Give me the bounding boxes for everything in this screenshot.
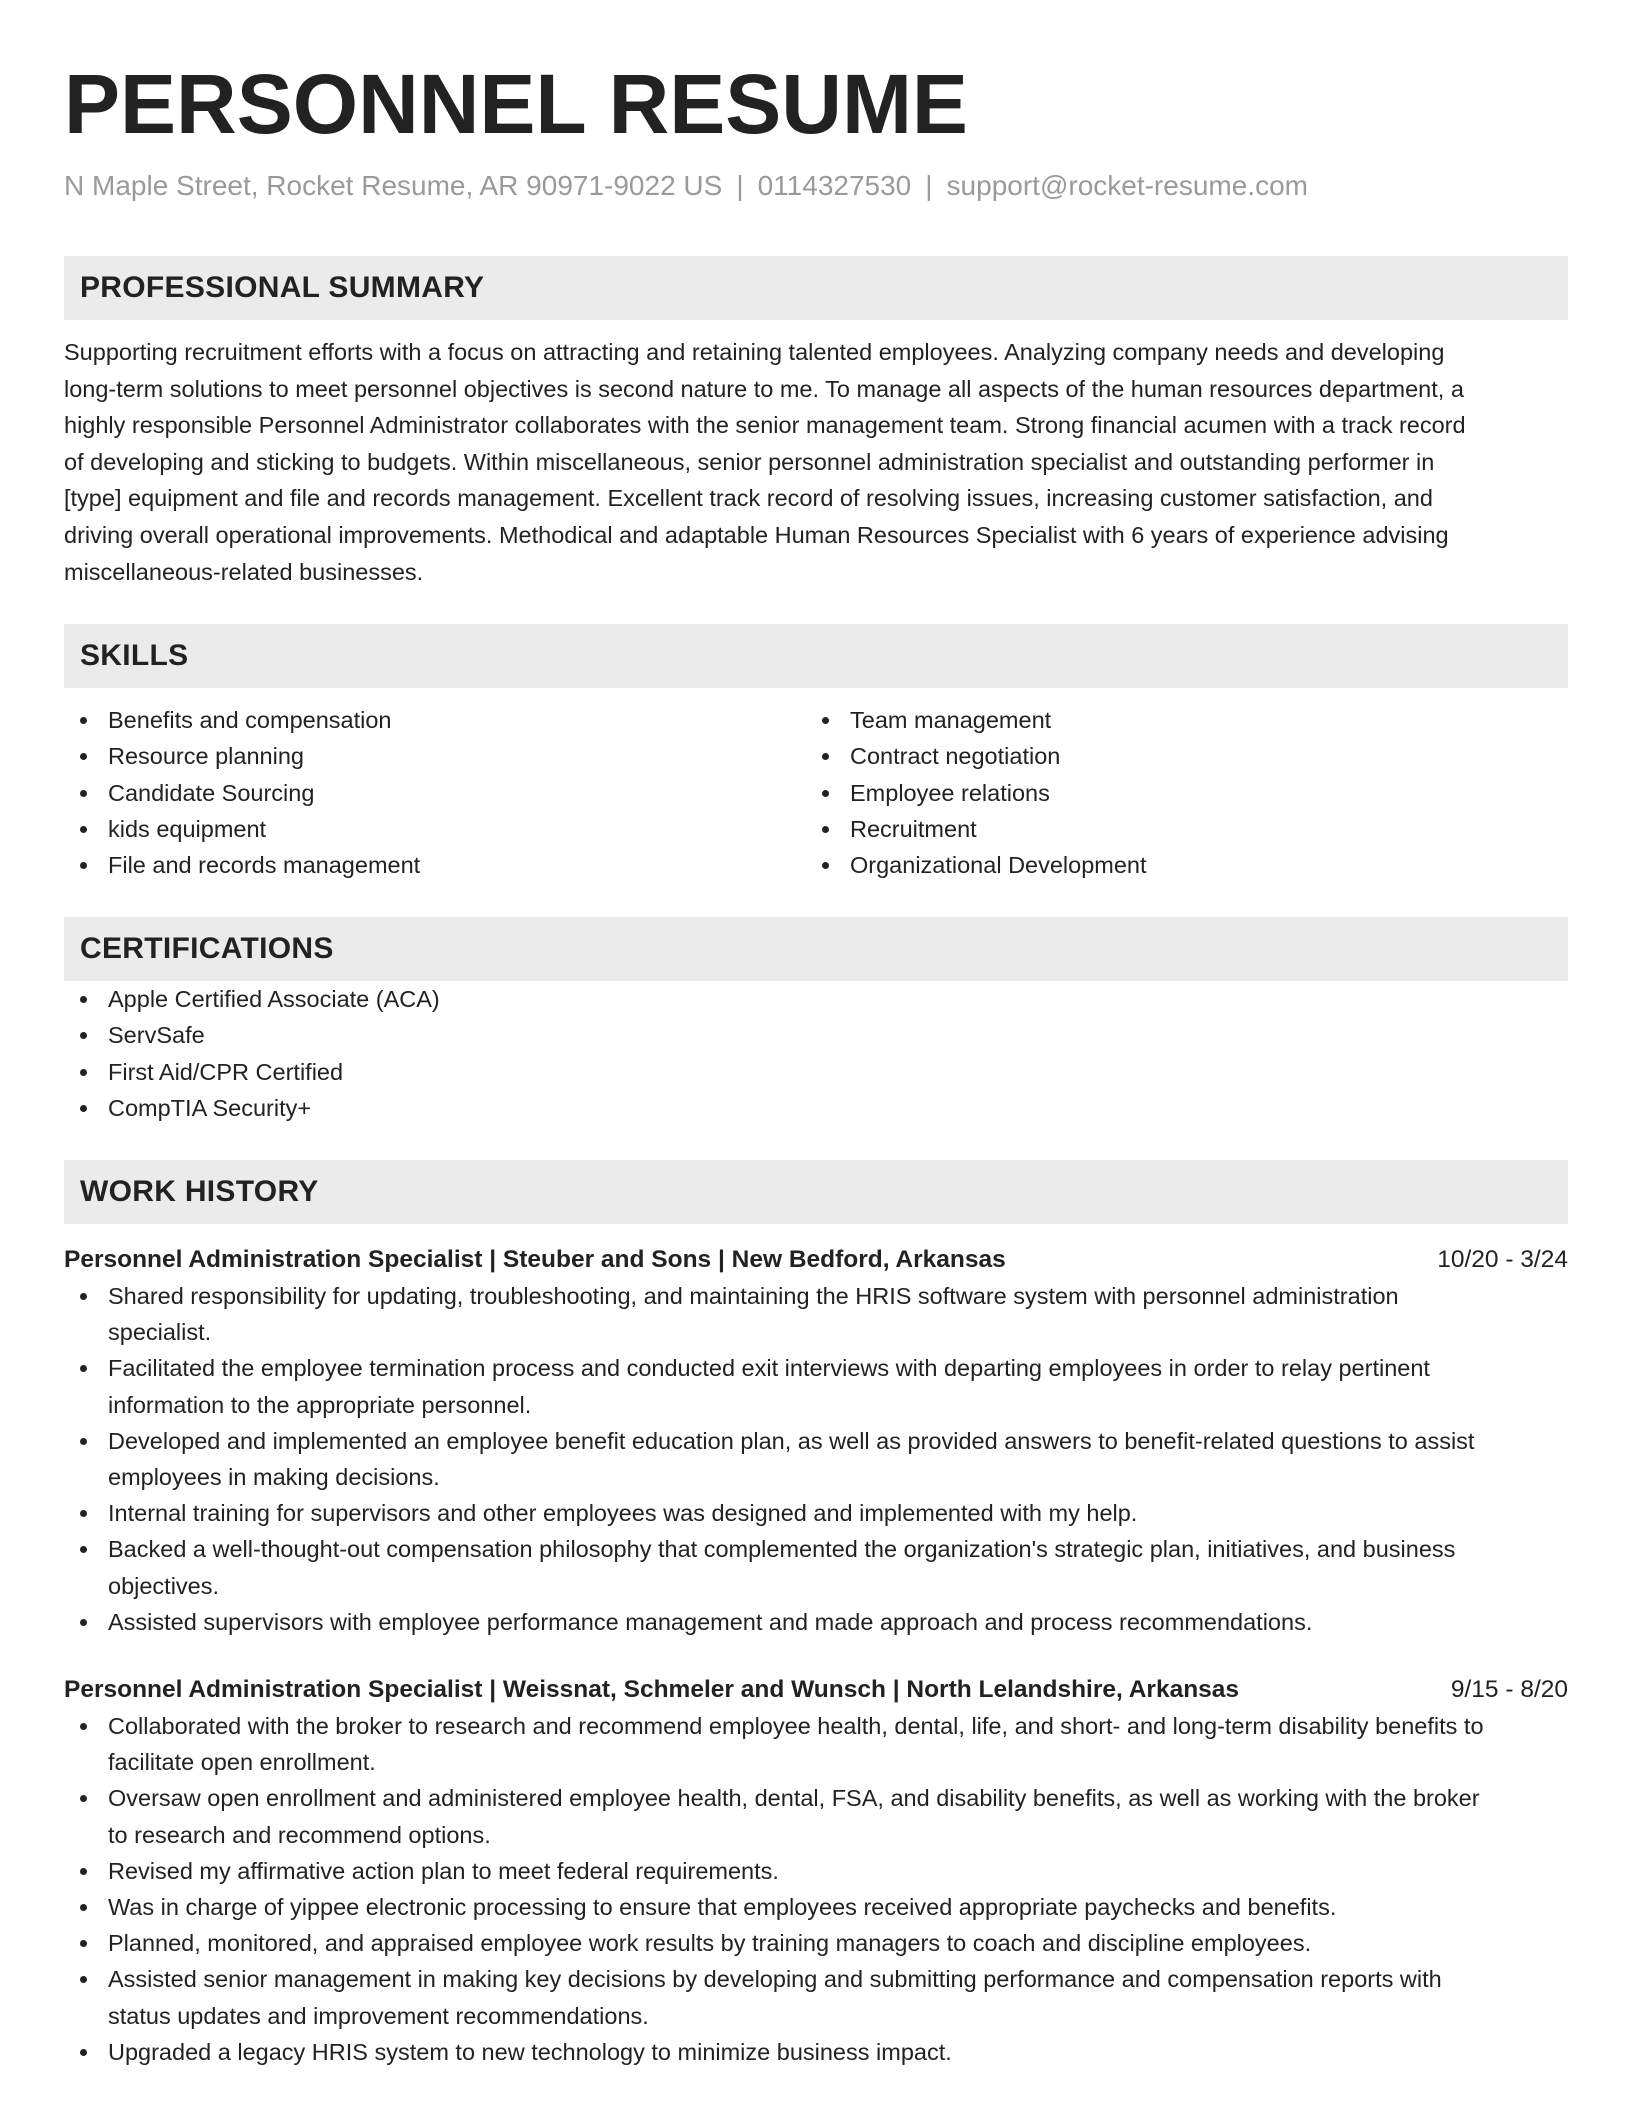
- job-entry: [64, 1242, 1568, 1640]
- job-bullet: [64, 1961, 1568, 2033]
- summary-line: of developing and sticking to budgets. Within miscellaneous, senior personnel administration specialist and outstanding performer in: [64, 448, 1435, 475]
- job-bullet: [64, 1780, 1568, 1852]
- contact-separator: |: [736, 170, 744, 201]
- summary-line: Supporting recruitment efforts with a focus on attracting and retaining talented employees. Analyzing company needs and developing: [64, 339, 1445, 365]
- job-bullet: [64, 1423, 1568, 1495]
- job-bullet-line: employees in making decisions.: [108, 1464, 440, 1490]
- job-bullet: [64, 1708, 1568, 1780]
- contact-line: [64, 168, 1568, 204]
- job-title: Personnel Administration Specialist | Weissnat, Schmeler and Wunsch | North Lelandshire, Arkansas: [64, 1676, 1240, 1704]
- job-bullet: [64, 1853, 1568, 1889]
- job-header: [64, 1672, 1568, 1708]
- job-bullet-line: to research and recommend options.: [108, 1821, 491, 1848]
- skills-column-left: [64, 702, 806, 883]
- job-bullet: [64, 1925, 1568, 1961]
- skill-item: Benefits and compensation: [64, 702, 806, 738]
- certifications-list: [64, 981, 1568, 1126]
- job-bullet: [64, 1495, 1568, 1531]
- contact-address: N Maple Street, Rocket Resume, AR 90971-9022 US: [64, 170, 723, 201]
- job-bullet-line: objectives.: [108, 1572, 220, 1599]
- job-header: [64, 1242, 1568, 1278]
- job-bullet-line: Planned, monitored, and appraised employee work results by training managers to coach and discipline employees.: [108, 1930, 1312, 1957]
- job-bullet-line: Facilitated the employee termination process and conducted exit interviews with departing employees in order to relay pertinent: [108, 1355, 1430, 1382]
- skills-grid: [64, 702, 1568, 883]
- skill-item: File and records management: [64, 847, 806, 883]
- skill-item: Team management: [806, 702, 1548, 738]
- resume-title: PERSONNEL RESUME: [64, 57, 968, 151]
- job-entry: [64, 1672, 1568, 2070]
- summary-line: [type] equipment and file and records management. Excellent track record of resolving issues, increasing customer satisfaction, and: [64, 485, 1433, 512]
- contact-email: support@rocket-resume.com: [946, 170, 1308, 201]
- certification-item: ServSafe: [64, 1017, 1568, 1053]
- job-bullets: [64, 1708, 1568, 2070]
- job-bullet: [64, 1604, 1568, 1640]
- job-bullet-line: Collaborated with the broker to research and recommend employee health, dental, life, and short- and long-term disability benefits to: [108, 1713, 1484, 1740]
- summary-line: driving overall operational improvements. Methodical and adaptable Human Resources Specialist with 6 years of experience advising: [64, 521, 1449, 548]
- summary-line: highly responsible Personnel Administrator collaborates with the senior management team. Strong financial acumen with a track record: [64, 412, 1466, 439]
- job-bullet-line: Shared responsibility for updating, troubleshooting, and maintaining the HRIS software system with personnel administration: [108, 1282, 1399, 1309]
- skills-column-right: [806, 702, 1548, 883]
- job-dates: 9/15 - 8/20: [1450, 1676, 1568, 1704]
- job-bullet-line: information to the appropriate personnel.: [108, 1391, 532, 1418]
- summary-line: long-term solutions to meet personnel objectives is second nature to me. To manage all aspects of the human resources department, a: [64, 375, 1464, 402]
- skill-item: Resource planning: [64, 738, 806, 774]
- job-bullet: [64, 1278, 1568, 1350]
- skill-item: Contract negotiation: [806, 738, 1548, 774]
- job-bullet: [64, 1350, 1568, 1422]
- summary-text: [64, 334, 1568, 590]
- job-dates: 10/20 - 3/24: [1437, 1245, 1568, 1273]
- job-bullet-line: Developed and implemented an employee benefit education plan, as well as provided answers to benefit-related questions to assist: [108, 1427, 1475, 1454]
- job-bullet: [64, 2034, 1568, 2070]
- summary-heading: PROFESSIONAL SUMMARY: [64, 256, 1568, 320]
- job-bullet-line: status updates and improvement recommendations.: [108, 2002, 649, 2029]
- job-bullet-line: Assisted senior management in making key decisions by developing and submitting performance and compensation reports with: [108, 1966, 1442, 1993]
- skill-item: Organizational Development: [806, 847, 1548, 883]
- certification-item: Apple Certified Associate (ACA): [64, 981, 1568, 1017]
- resume-page: [64, 0, 1568, 2070]
- work-history-heading: WORK HISTORY: [64, 1160, 1568, 1224]
- job-bullet-line: specialist.: [108, 1319, 212, 1346]
- job-bullet-line: Upgraded a legacy HRIS system to new technology to minimize business impact.: [108, 2038, 952, 2065]
- skills-heading: SKILLS: [64, 624, 1568, 688]
- skill-item: Candidate Sourcing: [64, 775, 806, 811]
- job-bullet-line: Was in charge of yippee electronic processing to ensure that employees received appropriate paychecks and benefits.: [108, 1894, 1337, 1921]
- skill-item: Employee relations: [806, 775, 1548, 811]
- job-bullet-line: Revised my affirmative action plan to meet federal requirements.: [108, 1857, 779, 1884]
- certification-item: First Aid/CPR Certified: [64, 1054, 1568, 1090]
- job-bullet-line: facilitate open enrollment.: [108, 1749, 376, 1776]
- skill-item: Recruitment: [806, 811, 1548, 847]
- job-bullets: [64, 1278, 1568, 1640]
- job-bullet-line: Backed a well-thought-out compensation philosophy that complemented the organization's strategic plan, initiatives, and business: [108, 1536, 1456, 1563]
- job-bullet: [64, 1889, 1568, 1925]
- contact-separator: |: [925, 170, 933, 201]
- job-bullet-line: Oversaw open enrollment and administered employee health, dental, FSA, and disability benefits, as well as working with the broker: [108, 1785, 1480, 1812]
- skill-item: kids equipment: [64, 811, 806, 847]
- contact-phone: 0114327530: [757, 170, 912, 201]
- job-bullet-line: Internal training for supervisors and other employees was designed and implemented with my help.: [108, 1500, 1138, 1527]
- job-bullet: [64, 1531, 1568, 1603]
- summary-line: miscellaneous-related businesses.: [64, 558, 424, 585]
- certification-item: CompTIA Security+: [64, 1090, 1568, 1126]
- certifications-heading: CERTIFICATIONS: [64, 917, 1568, 981]
- job-title: Personnel Administration Specialist | Steuber and Sons | New Bedford, Arkansas: [64, 1245, 1006, 1273]
- job-bullet-line: Assisted supervisors with employee performance management and made approach and process recommendations.: [108, 1608, 1313, 1635]
